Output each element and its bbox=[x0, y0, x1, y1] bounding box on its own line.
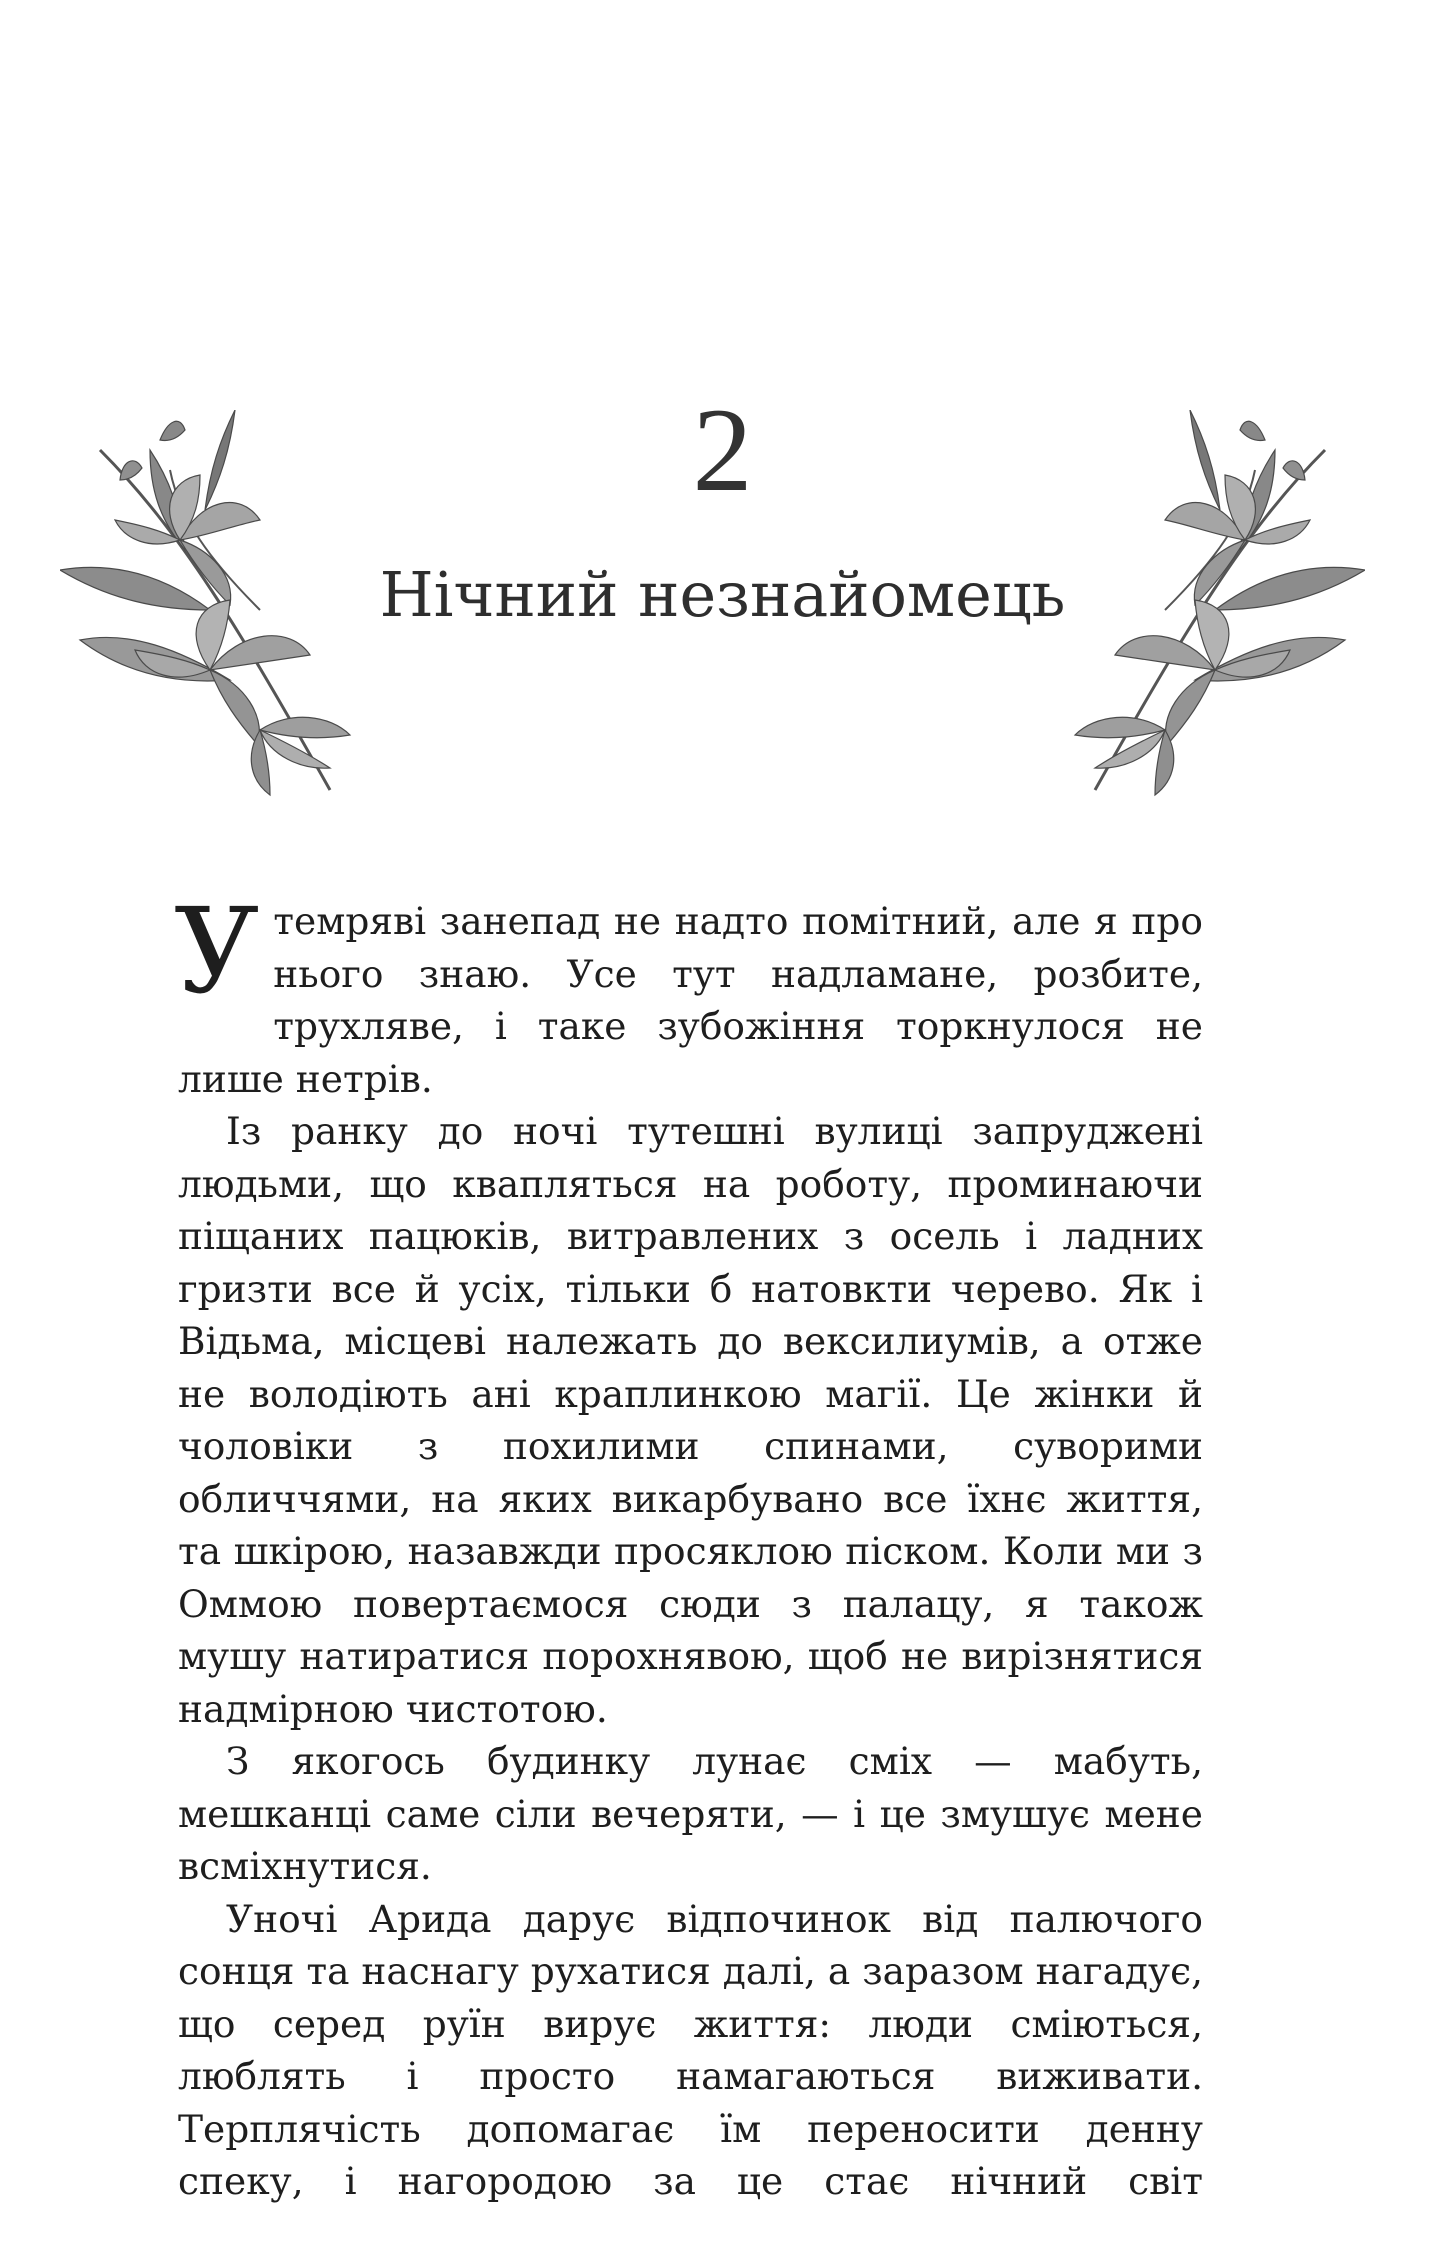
paragraph: З якогось будинку лунає сміх — мабуть, мешканці саме сіли вечеряти, — і це змушує мене всміхнутися. bbox=[178, 1739, 1203, 1888]
paragraph: Уночі Арида дарує відпочинок від палючого сонця та наснагу рухатися далі, а заразом нагадує, що серед руїн вирує життя: люди сміються, люблять і просто намагаються виживати. Терплячість допомагає їм переносити денну спеку, і нагородою за це стає нічний світ bbox=[178, 1896, 1203, 2203]
paragraph-text: темряві занепад не надто помітний, але я про нього знаю. Усе тут надламане, розбите, трухляве, і таке зубожіння торкнулося не лише нетрів. bbox=[178, 899, 1203, 1101]
paragraph bbox=[174, 882, 1203, 1105]
chapter-number: 2 bbox=[692, 383, 753, 516]
drop-cap: У bbox=[174, 882, 260, 1020]
chapter-title: Нічний незнайомець bbox=[379, 558, 1066, 631]
chapter-body bbox=[174, 882, 1203, 2208]
paragraph: Із ранку до ночі тутешні вулиці запруджені людьми, що кваплятьcя на роботу, проминаючи піщаних пацюків, витравлених з осель і ладних гризти все й усіх, тільки б натовкти черево. Як і Відьма, місцеві належать до вексилиумів, а отже не володіють ані краплинкою магії. Це жінки й чоловіки з похилими спинами, суворими обличчями, на яких викарбувано все їхнє життя, та шкірою, назавжди просяклою піском. Коли ми з Оммою повертаємося сюди з палацу, я також мушу натиратися порохнявою, щоб не вирізнятися надмірною чистотою. bbox=[178, 1109, 1203, 1731]
